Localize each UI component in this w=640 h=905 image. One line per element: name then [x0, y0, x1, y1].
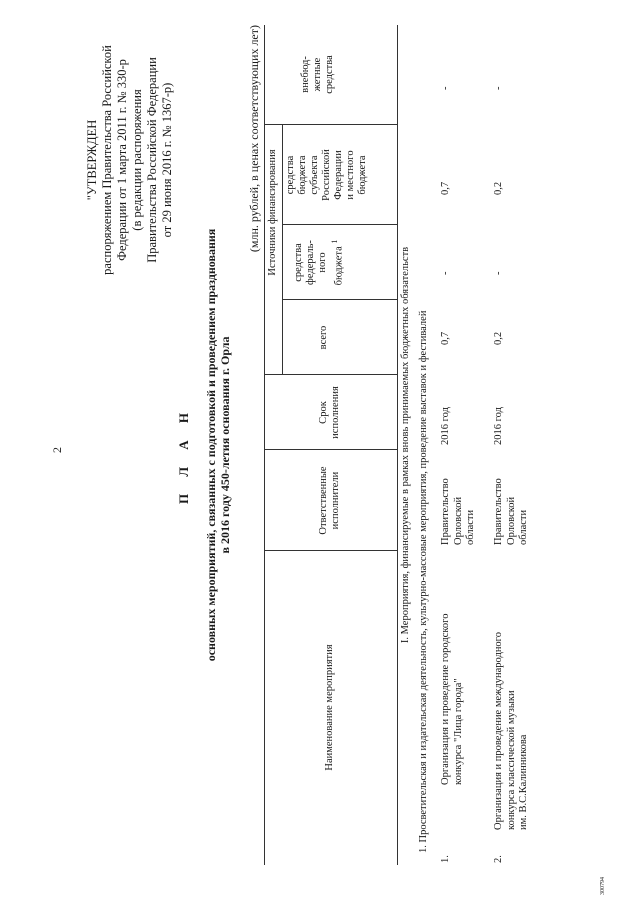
column-divider	[282, 299, 397, 300]
row-name-line: конкурса "Лица города"	[452, 678, 464, 785]
header-line: жетные	[312, 57, 323, 92]
header-line: бюджета $^1$	[330, 239, 345, 286]
header-term	[318, 376, 342, 449]
footnote-mark: 1	[330, 239, 339, 244]
column-divider	[264, 449, 397, 450]
header-line: Российской	[321, 149, 332, 201]
plan-title: П Л А Н	[176, 405, 191, 505]
row-regional: 0,2	[493, 181, 504, 195]
header-line: бюджета	[297, 155, 308, 195]
row-executor-line: Орловской	[505, 496, 517, 545]
header-line: и местного	[345, 150, 356, 200]
row-name	[493, 553, 531, 830]
row-number: 2.	[493, 855, 504, 863]
header-line: федераль-	[305, 240, 316, 285]
row-offbudget: -	[440, 86, 451, 90]
header-line: средства	[293, 243, 304, 282]
header-sources: Источники финансирования	[267, 149, 278, 276]
row-term: 2016 год	[493, 407, 504, 445]
approval-line: "УТВЕРЖДЕН	[85, 119, 99, 201]
header-line: средства	[285, 155, 296, 195]
column-divider	[264, 374, 397, 375]
row-term: 2016 год	[440, 407, 451, 445]
header-name: Наименование мероприятия	[324, 644, 335, 771]
row-executor	[440, 453, 478, 545]
plan-subtitle	[204, 165, 232, 725]
row-total: 0,7	[440, 331, 451, 345]
row-name-line: им. В.С.Калинникова	[518, 734, 529, 830]
row-executor-line: Орловской	[452, 496, 464, 545]
row-executor	[493, 453, 531, 545]
approval-line: от 29 июня 2016 г. № 1367-р)	[160, 82, 174, 238]
header-line: исполнения	[330, 386, 341, 439]
row-executor-line: области	[518, 509, 529, 545]
approval-stamp	[85, 25, 175, 295]
header-line: Федерации	[333, 150, 344, 200]
column-divider	[264, 124, 397, 125]
approval-line: Федерации от 1 марта 2011 г. № 330-р	[115, 59, 129, 261]
row-regional: 0,7	[440, 181, 451, 195]
header-line: исполнители	[330, 471, 341, 530]
row-name-line: Организация и проведение городского	[440, 613, 451, 785]
approval-line: (в редакции распоряжения	[130, 89, 144, 231]
column-divider	[264, 550, 397, 551]
header-executors	[318, 452, 342, 549]
header-line: средства	[324, 55, 335, 94]
table-header-bottom-border	[397, 25, 398, 865]
section-heading: I. Мероприятия, финансируемые в рамках вновь принимаемых бюджетных обязательств	[400, 246, 411, 644]
units-note: (млн. рублей, в ценах соответствующих лет)	[247, 25, 261, 253]
row-total: 0,2	[493, 331, 504, 345]
row-name-line: Организация и проведение международного	[493, 632, 504, 830]
row-federal: -	[493, 271, 504, 275]
column-divider	[282, 224, 397, 225]
header-line: субъекта	[309, 155, 320, 195]
table-top-border	[264, 25, 265, 865]
header-offbudget	[300, 25, 336, 124]
header-line: Ответственные	[318, 466, 329, 535]
header-regional	[285, 126, 369, 224]
row-executor-line: области	[465, 509, 476, 545]
header-federal	[293, 226, 346, 299]
subsection-heading: 1. Просветительская и издательская деятельность, культурно-массовые мероприятия, проведение выставок и фестивалей	[418, 310, 429, 853]
sources-header-divider	[282, 125, 283, 375]
row-number: 1.	[440, 855, 451, 863]
row-name-line: конкурса классической музыки	[505, 690, 517, 830]
subtitle-line: основных мероприятий, связанных с подготовкой и проведением празднования	[204, 228, 218, 662]
page-number: 2	[50, 447, 64, 453]
header-total: всего	[318, 325, 329, 350]
row-offbudget: -	[493, 86, 504, 90]
row-executor-line: Правительство	[440, 478, 451, 545]
row-executor-line: Правительство	[493, 478, 504, 545]
document-id: 300794	[600, 877, 606, 895]
header-line: Срок	[318, 401, 329, 424]
subtitle-line: в 2016 году 450-летия основания г. Орла	[218, 336, 232, 554]
row-name	[440, 553, 465, 785]
row-federal: -	[440, 271, 451, 275]
header-line: ного	[317, 252, 328, 273]
approval-line: распоряжением Правительства Российской	[100, 45, 114, 275]
header-line: внебюд-	[300, 56, 311, 93]
header-line: бюджета	[357, 155, 368, 195]
approval-line: Правительства Российской Федерации	[145, 57, 159, 263]
